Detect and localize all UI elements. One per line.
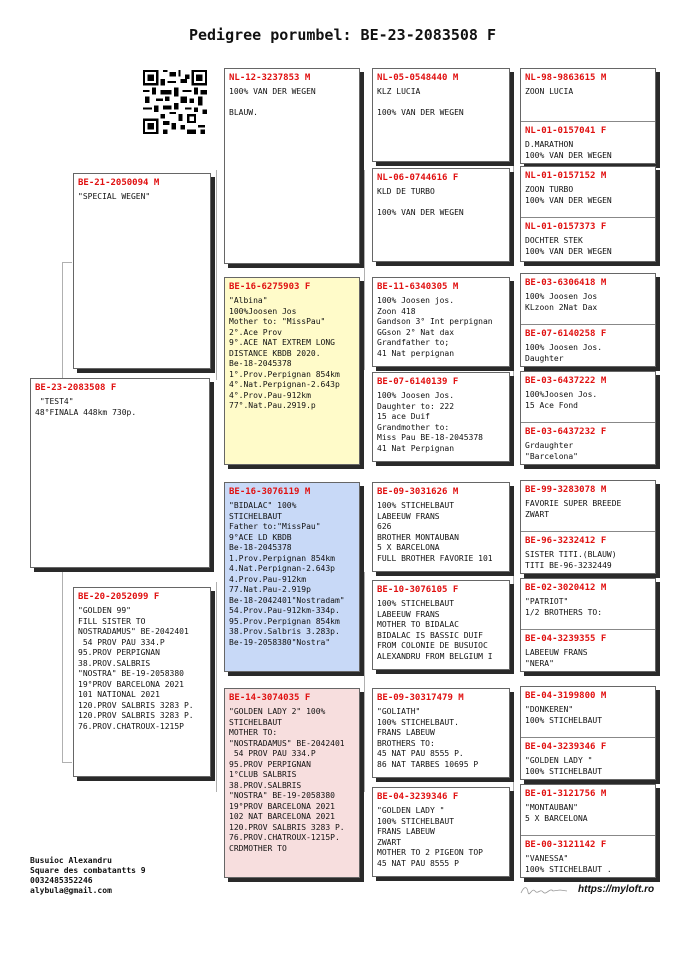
card-text: SISTER TITI.(BLAUW) TITI BE-96-3232449 (525, 550, 617, 570)
card-text: "DONKEREN" 100% STICHELBAUT (525, 705, 603, 725)
gggp-card-pair[interactable] (520, 480, 656, 574)
qr-code-icon (143, 70, 207, 134)
great-grandparent-card[interactable] (372, 168, 510, 262)
owner-email: alybula@gmail.com (30, 886, 112, 895)
card-text: Grdaughter "Barcelona" (525, 441, 578, 461)
card-text: "Albina" 100%Joosen Jos Mother to: "MissPau" 2°.Ace Prov 9°.ACE NAT EXTREM LONG DISTANCE KBDB 2020. Be-18-2045378 1°.Prov.Perpignan 854km 4°.Nat.Perpignan-2.643p 4°.Prov.Pau-912km 77°.Nat.Pau.2919.p (229, 296, 340, 410)
gggp-card-pair[interactable] (520, 578, 656, 672)
signature-image (520, 884, 568, 896)
card-text: "VANESSA" 100% STICHELBAUT . (525, 854, 612, 874)
owner-address: Square des combatantts 9 (30, 866, 146, 875)
ring-number: BE-23-2083508 F (35, 383, 117, 393)
connector-line (62, 262, 72, 263)
gggp-card-pair[interactable] (520, 273, 656, 367)
sire-card[interactable] (73, 173, 211, 369)
card-text: "GOLDEN 99" FILL SISTER TO NOSTRADAMUS" BE-2042401 54 PROV PAU 334.P 95.PROV PERPIGNAN 38.PROV.SALBRIS "NOSTRA" BE-19-2058380 19°PROV BARCELONA 2021 101 NATIONAL 2021 120.PROV SALBRIS 3283 P. 120.PROV SALBRIS 3283 P. 76.PROV.CHATROUX-1215P (78, 606, 194, 731)
ring-number: BE-11-6340305 M (377, 282, 459, 292)
connector-line (513, 730, 514, 840)
card-text: D.MARATHON 100% VAN DER WEGEN (525, 140, 612, 160)
gggp-card-pair[interactable] (520, 371, 656, 465)
ring-number: BE-04-3239346 F (525, 742, 607, 752)
ring-number: BE-02-3020412 M (525, 583, 607, 593)
ring-number: NL-05-0548440 M (377, 73, 459, 83)
connector-line (364, 572, 365, 792)
connector-line (364, 170, 365, 370)
ring-number: BE-07-6140139 F (377, 377, 459, 387)
ring-number: BE-03-6437232 F (525, 427, 607, 437)
ring-number: BE-21-2050094 M (78, 178, 160, 188)
grandparent-card[interactable] (224, 482, 360, 672)
ring-number: BE-10-3076105 F (377, 585, 459, 595)
card-text: KLZ LUCIA 100% VAN DER WEGEN (377, 87, 464, 117)
gggp-card-pair[interactable] (520, 686, 656, 780)
ring-number: BE-96-3232412 F (525, 536, 607, 546)
ring-number: NL-98-9863615 M (525, 73, 607, 83)
website-link[interactable]: https://myloft.ro (578, 884, 655, 895)
card-text: "PATRIOT" 1/2 BROTHERS TO: (525, 597, 603, 617)
grandparent-card[interactable] (224, 688, 360, 878)
ring-number: BE-04-3199800 M (525, 691, 607, 701)
card-text: DOCHTER STEK 100% VAN DER WEGEN (525, 236, 612, 256)
owner-contact (30, 856, 146, 896)
card-text: 100% STICHELBAUT LABEEUW FRANS 626 BROTHER MONTAUBAN 5 X BARCELONA FULL BROTHER FAVORIE 101 (377, 501, 493, 563)
card-text: KLD DE TURBO 100% VAN DER WEGEN (377, 187, 464, 217)
card-text: 100% Joosen Jos. Daughter (525, 343, 603, 363)
ring-number: BE-20-2052099 F (78, 592, 160, 602)
card-text: "BIDALAC" 100% STICHELBAUT Father to:"MissPau" 9°ACE LD KBDB Be-18-2045378 1.Prov.Perpignan 854km 4.Nat.Perpignan-2.643p 4.Prov.Pau-912km 77.Nat.Pau-2.919p Be-18-2042401"Nostradam" 54.Prov.Pau-912km-334p. 95.Prov.Perpignan 854km 38.Prov.Salbris 3.283p. Be-19-2058380"Nostra" (229, 501, 345, 647)
ring-number: NL-01-0157041 F (525, 126, 607, 136)
card-text: ZOON LUCIA (525, 87, 574, 96)
ring-number: BE-16-6275903 F (229, 282, 311, 292)
card-text: 100% STICHELBAUT LABEEUW FRANS MOTHER TO BIDALAC BIDALAC IS BASSIC DUIF FROM COLONIE DE BUSUIOC ALEXANDRU FROM BELGIUM I (377, 599, 493, 661)
ring-number: BE-09-3031626 M (377, 487, 459, 497)
ring-number: BE-09-30317479 M (377, 693, 464, 703)
ring-number: NL-01-0157373 F (525, 222, 607, 232)
card-text: 100% VAN DER WEGEN BLAUW. (229, 87, 316, 117)
card-text: 100% Joosen Jos. Daughter to: 222 15 ace Duif Grandmother to: Miss Pau BE-18-2045378 41 Nat Perpignan (377, 391, 483, 453)
great-grandparent-card[interactable] (372, 580, 510, 670)
grandparent-card[interactable] (224, 68, 360, 264)
card-text: ZOON TURBO 100% VAN DER WEGEN (525, 185, 612, 205)
gggp-card-pair[interactable] (520, 166, 656, 262)
ring-number: BE-01-3121756 M (525, 789, 607, 799)
ring-number: BE-16-3076119 M (229, 487, 311, 497)
great-grandparent-card[interactable] (372, 277, 510, 367)
card-text: 100%Joosen Jos. 15 Ace Fond (525, 390, 598, 410)
card-text: LABEEUW FRANS "NERA" (525, 648, 588, 668)
ring-number: BE-14-3074035 F (229, 693, 311, 703)
card-text: FAVORIE SUPER BREEDE ZWART (525, 499, 622, 519)
card-text: 100% Joosen jos. Zoon 418 Gandson 3° Int perpignan GGson 2° Nat dax Grandfather to; 41 Nat perpignan (377, 296, 493, 358)
great-grandparent-card[interactable] (372, 68, 510, 162)
ring-number: BE-00-3121142 F (525, 840, 607, 850)
great-grandparent-card[interactable] (372, 688, 510, 778)
gggp-card-pair[interactable] (520, 68, 656, 164)
subject-card[interactable] (30, 378, 210, 568)
ring-number: NL-01-0157152 M (525, 171, 607, 181)
ring-number: BE-04-3239346 F (377, 792, 459, 802)
ring-number: NL-06-0744616 F (377, 173, 459, 183)
connector-line (513, 525, 514, 635)
card-text: "GOLDEN LADY " 100% STICHELBAUT FRANS LABEUW ZWART MOTHER TO 2 PIGEON TOP 45 NAT PAU 8555 P (377, 806, 483, 868)
dam-card[interactable] (73, 587, 211, 777)
ring-number: BE-03-6306418 M (525, 278, 607, 288)
ring-number: NL-12-3237853 M (229, 73, 311, 83)
ring-number: BE-03-6437222 M (525, 376, 607, 386)
connector-line (216, 170, 217, 380)
card-text: "GOLDEN LADY " 100% STICHELBAUT (525, 756, 603, 776)
connector-line (62, 762, 72, 763)
card-text: "MONTAUBAN" 5 X BARCELONA (525, 803, 588, 823)
card-text: "GOLIATH" 100% STICHELBAUT. FRANS LABEUW BROTHERS TO: 45 NAT PAU 8555 P. 86 NAT TARBES 10695 P (377, 707, 479, 769)
ring-number: BE-04-3239355 F (525, 634, 607, 644)
owner-name: Busuioc Alexandru (30, 856, 112, 865)
ring-number: BE-99-3283078 M (525, 485, 607, 495)
great-grandparent-card[interactable] (372, 482, 510, 572)
owner-phone: 0032485352246 (30, 876, 93, 885)
ring-number: BE-07-6140258 F (525, 329, 607, 339)
card-text: "TEST4" 48°FINALA 448km 730p. (35, 397, 137, 417)
card-text: 100% Joosen Jos KLzoon 2Nat Dax (525, 292, 598, 312)
great-grandparent-card[interactable] (372, 372, 510, 462)
grandparent-card[interactable] (224, 277, 360, 465)
gggp-card-pair[interactable] (520, 784, 656, 878)
card-text: "SPECIAL WEGEN" (78, 192, 151, 201)
page-title: Pedigree porumbel: BE-23-2083508 F (188, 26, 497, 44)
connector-line (513, 120, 514, 230)
great-grandparent-card[interactable] (372, 787, 510, 877)
card-text: "GOLDEN LADY 2" 100% STICHELBAUT MOTHER TO: "NOSTRADAMUS" BE-2042401 54 PROV PAU 334.P 95.PROV PERPIGNAN 1°CLUB SALBRIS 38.PROV.SALBRIS "NOSTRA" BE-19-2058380 19°PROV BARCELONA 2021 102 NAT BARCELONA 2021 120.PROV SALBRIS 3283 P. 76.PROV.CHATROUX-1215P. CRDMOTHER TO (229, 707, 345, 853)
connector-line (216, 582, 217, 792)
connector-line (513, 320, 514, 430)
